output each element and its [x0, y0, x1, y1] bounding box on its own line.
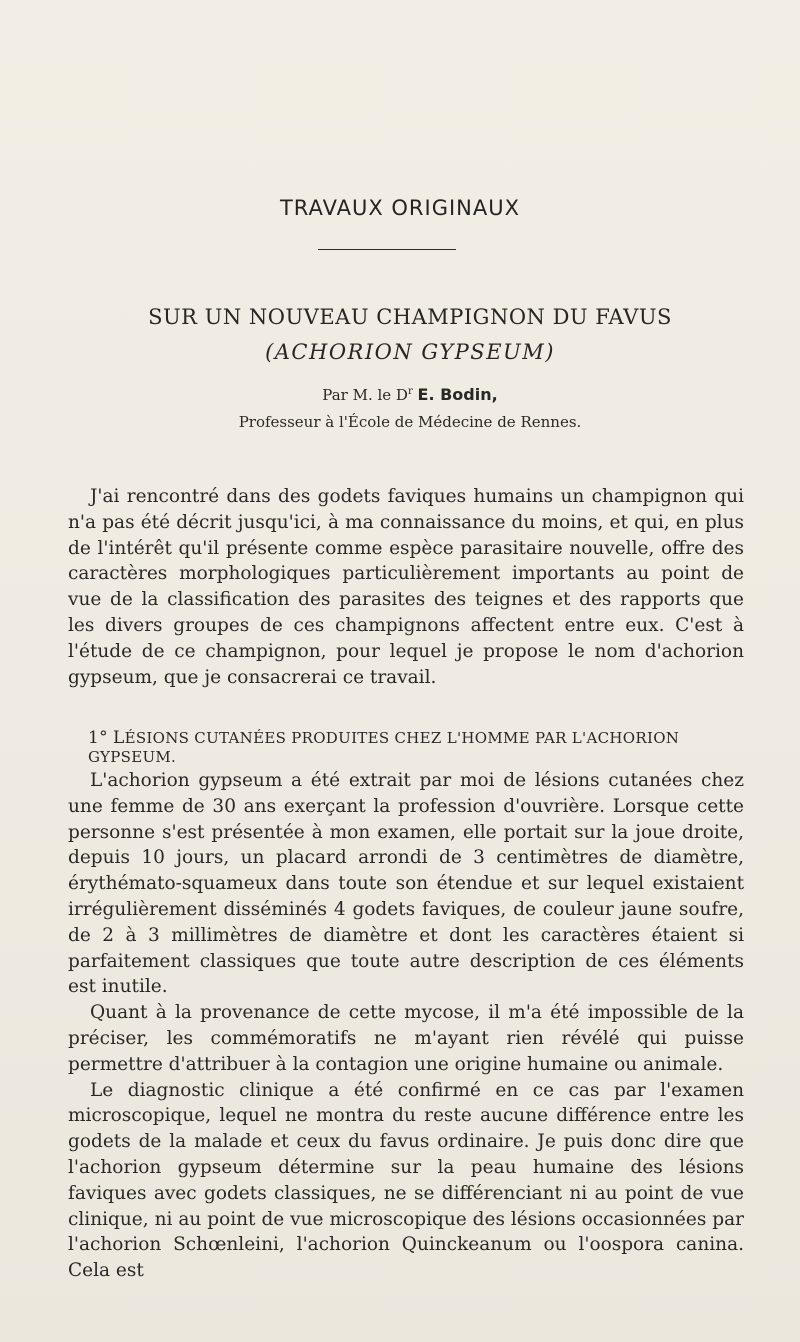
title-divider: [318, 249, 456, 250]
byline-superscript: r: [407, 386, 413, 397]
author-affiliation: Professeur à l'École de Médecine de Rennes.: [238, 413, 582, 431]
subheading-text: ÉSIONS CUTANÉES PRODUITES CHEZ L'HOMME PAR L'ACHORION GYPSEUM.: [88, 729, 680, 766]
subheading-lead-letter: L: [113, 728, 125, 748]
section-header: TRAVAUX ORIGINAUX: [279, 196, 521, 220]
article-subtitle: (ACHORION GYPSEUM): [265, 340, 555, 364]
author-name: E. Bodin,: [417, 385, 498, 404]
article-title: SUR UN NOUVEAU CHAMPIGNON DU FAVUS: [148, 305, 672, 329]
section1-paragraph-3: Le diagnostic clinique a été confirmé en ce cas par l'examen microscopique, lequel ne montra du reste aucune différence entre les godets de la malade et ceux du favus ordinaire. Je puis donc dire que l'achorion gypseum détermine sur la peau humaine des lésions faviques avec godets classiques, ne se différenciant ni au point de vue clinique, ni au point de vue microscopique des lésions occasionnées par l'achorion Schœnleini, l'achorion Quinckeanum ou l'oospora canina. Cela est: [68, 1079, 744, 1282]
subheading-number: 1°: [88, 728, 108, 748]
section1-paragraph-2: Quant à la provenance de cette mycose, il m'a été impossible de la préciser, les commémoratifs ne m'ayant rien révélé qui puisse permettre d'attribuer à la contagion une origine humaine ou animale.: [68, 1002, 744, 1075]
section-subheading: [88, 728, 748, 766]
intro-paragraph: J'ai rencontré dans des godets faviques humains un champignon qui n'a pas été décrit jusqu'ici, à ma connaissance du moins, et qui, en plus de l'intérêt qu'il présente comme espèce parasitaire nouvelle, offre des caractères morphologiques particulièrement importants au point de vue de la classification des parasites des teignes et des rapports que les divers groupes de ces champignons affectent entre eux. C'est à l'étude de ce champignon, pour lequel je propose le nom d'achorion gypseum, que je consacrerai ce travail.: [68, 486, 744, 688]
intro-paragraph-block: [68, 484, 744, 690]
byline-prefix: Par M. le D: [322, 386, 408, 404]
section1-paragraph-block: [68, 768, 744, 1284]
section1-paragraph-1: L'achorion gypseum a été extrait par moi de lésions cutanées chez une femme de 30 ans exerçant la profession d'ouvrière. Lorsque cette personne s'est présentée à mon examen, elle portait sur la joue droite, depuis 10 jours, un placard arrondi de 3 centimètres de diamètre, érythémato-squameux dans toute son étendue et sur lequel existaient irrégulièrement disséminés 4 godets faviques, de couleur jaune soufre, de 2 à 3 millimètres de diamètre et dont les caractères étaient si parfaitement classiques que toute autre description de ces éléments est inutile.: [68, 770, 744, 998]
byline: [0, 385, 800, 404]
